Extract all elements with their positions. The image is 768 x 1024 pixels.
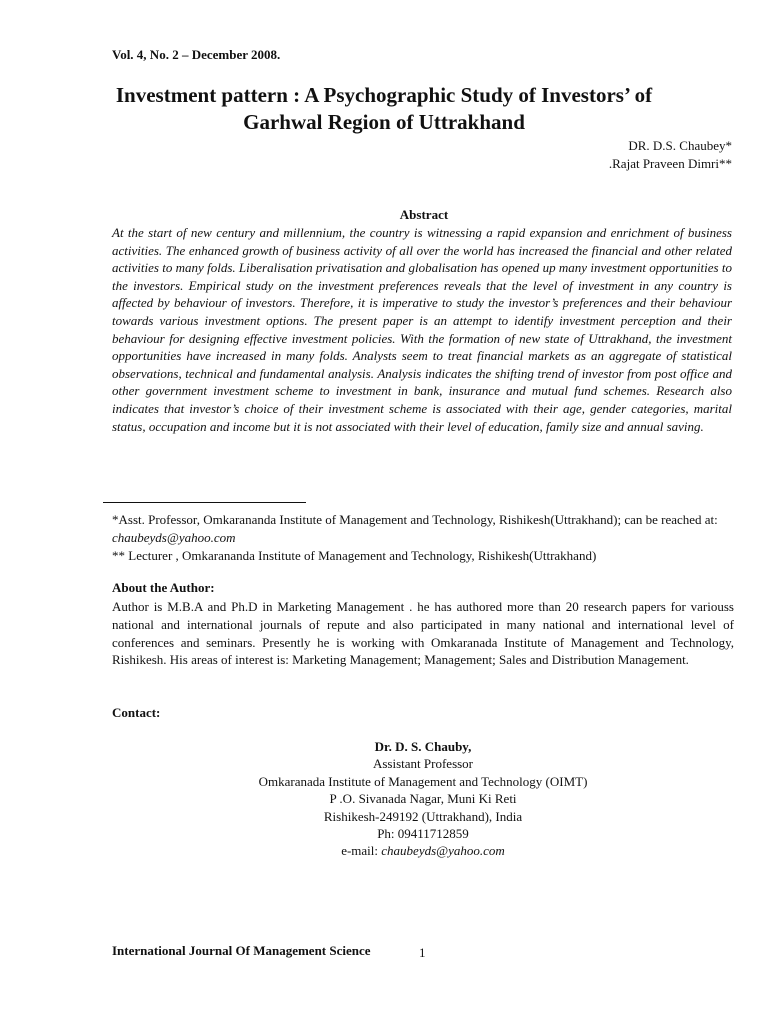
author-1: DR. D.S. Chaubey* [628,138,732,153]
paper-title-line-2: Garhwal Region of Uttrakhand [243,110,525,134]
footnote-2: ** Lecturer , Omkarananda Institute of Management and Technology, Rishikesh(Uttrakhand) [112,548,597,563]
about-author-heading: About the Author: [112,580,215,595]
abstract-body: At the start of new century and millennium, the country is witnessing a rapid expansion and enrichment of business activities. The enhanced growth of business activity of all over the world has increased the financial and other related activities to many folds. Liberalisation privatisation and globalisation has opened up many investment opportunities to the investors. Empirical study on the investment preferences reveals that the level of investment in any country is affected by behaviour of investors. Therefore, it is imperative to study the investor’s preferences and their behaviour towards various investment options. The present paper is an attempt to identify investment perception and their behaviour for designing effective investment policies. With the formation of new state of Uttrakhand, the investment opportunities have increased in many folds. Analysts seem to treat financial markets as an aggregate of statistical observations, technical and fundamental analysis. Analysis indicates the shifting trend of investor from post office and other government investment scheme to investment in bank, insurance and mutual fund schemes. Research also indicates that investor’s choice of their investment scheme is associated with their age, gender categories, marital status, occupation and income but it is not associated with their level of education, family size and annual saving. [112,225,732,434]
paper-title [100,82,668,136]
author-list [609,137,732,173]
footnote-1 [112,511,734,547]
about-author-body: Author is M.B.A and Ph.D in Marketing Management . he has authored more than 20 research papers for variouss national and international journals of repute and also participated in many national and international level of conferences and seminars. Presently he is working with Omkaranada Institute of Management and Technology, Rishikesh. His areas of interest is: Marketing Management; Management; Sales and Distribution Management. [112,599,734,668]
contact-email-label: e-mail: [341,843,382,859]
footnotes [112,511,734,565]
contact-address-1: P .O. Sivanada Nagar, Muni Ki Reti [329,791,517,807]
contact-institute: Omkaranada Institute of Management and Technology (OIMT) [258,773,588,789]
paper-title-line-1: Investment pattern : A Psychographic Study of Investors’ of [115,83,653,107]
volume-info: Vol. 4, No. 2 – December 2008. [112,47,281,62]
footnote-1-email[interactable]: chaubeyds@yahoo.com [112,530,236,545]
contact-heading: Contact: [112,705,161,720]
contact-email-line [112,842,734,859]
abstract-heading: Abstract [399,207,449,222]
author-2: .Rajat Praveen Dimri** [608,156,732,171]
contact-name: Dr. D. S. Chauby, [374,739,472,754]
contact-block [112,738,734,860]
footnote-1-text: *Asst. Professor, Omkarananda Institute of Management and Technology, Rishikesh(Uttrakhand); can be reached at: [112,512,718,527]
footnote-divider [103,502,306,503]
footer-journal-name: International Journal Of Management Science [112,943,371,958]
contact-email[interactable]: chaubeyds@yahoo.com [381,843,505,859]
contact-phone: Ph: 09411712859 [377,826,469,842]
page-number: 1 [419,945,426,960]
contact-designation: Assistant Professor [372,756,474,772]
contact-address-2: Rishikesh-249192 (Uttrakhand), India [323,808,523,824]
